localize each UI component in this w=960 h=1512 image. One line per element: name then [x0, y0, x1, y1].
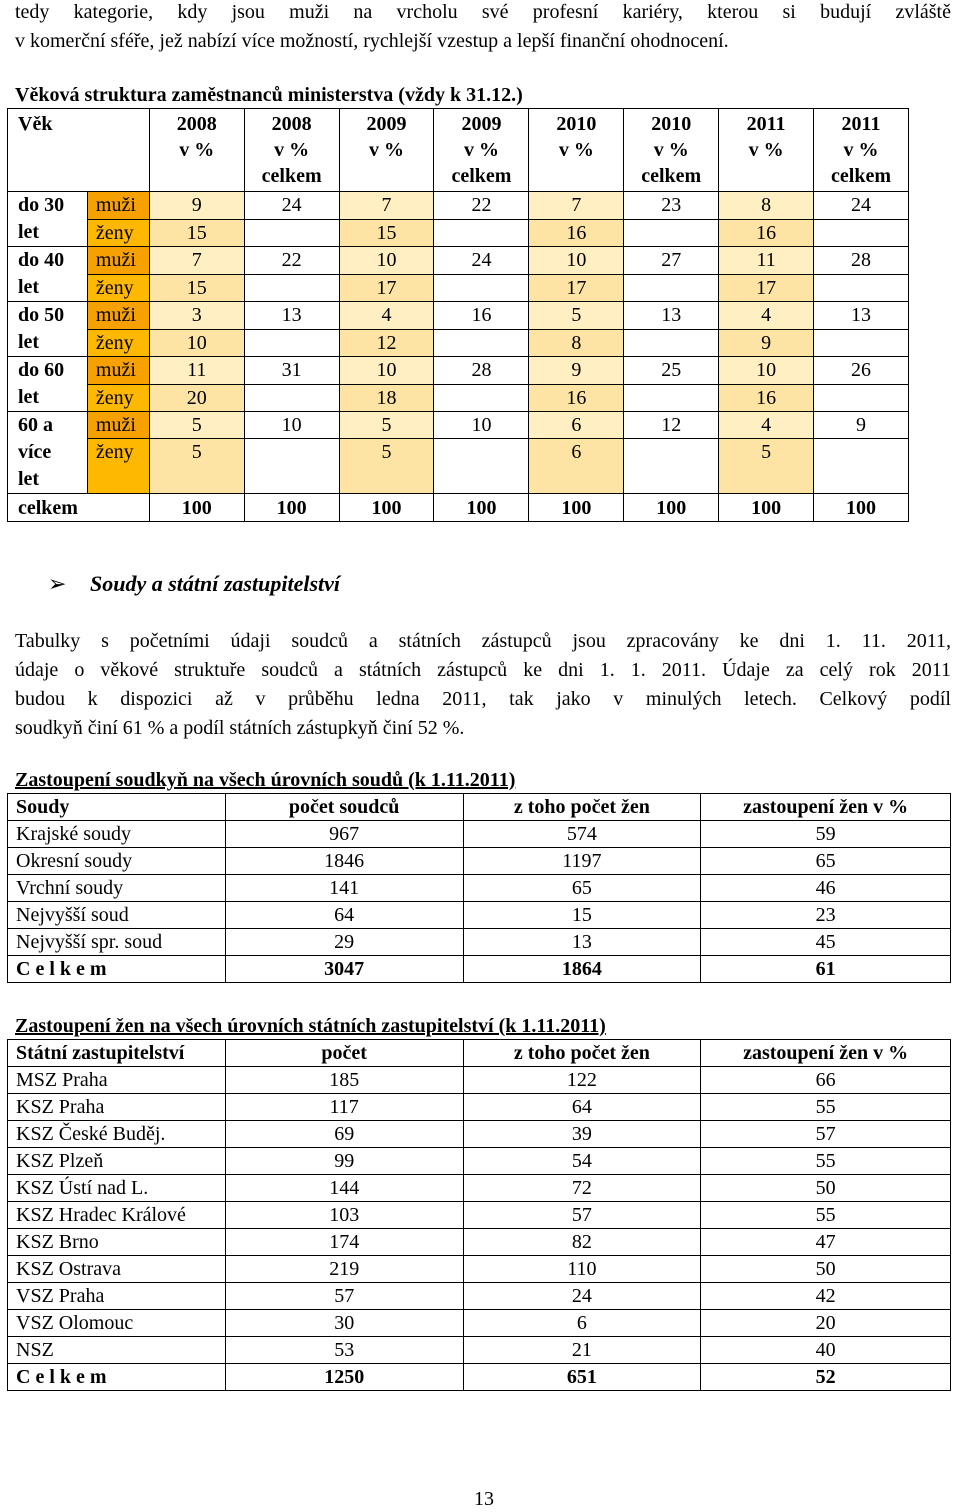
prosecution-header-cell: z toho počet žen — [463, 1040, 701, 1067]
prosecution-cell: 144 — [225, 1175, 463, 1202]
age-group-line: do 30 — [18, 194, 65, 216]
prosecution-row — [8, 1175, 951, 1202]
age-cell-empty — [624, 384, 719, 412]
courts-total-row — [8, 956, 951, 983]
age-cell: 10 — [529, 247, 624, 275]
prosecution-cell: 47 — [701, 1229, 951, 1256]
age-cell: 17 — [529, 274, 624, 302]
age-cell: 10 — [719, 357, 814, 385]
courts-row — [8, 875, 951, 902]
age-group-line: let — [18, 386, 40, 408]
courts-header-cell: z toho počet žen — [463, 794, 701, 821]
age-header-col — [149, 109, 244, 192]
courts-total-cell: 61 — [701, 956, 951, 983]
age-cell: 5 — [339, 412, 434, 439]
prosecution-table-title: Zastoupení žen na všech úrovních státních zastupitelství (k 1.11.2011) — [15, 1015, 606, 1037]
age-cell: 28 — [434, 357, 529, 385]
age-total-cell: 100 — [244, 494, 339, 522]
prosecution-row — [8, 1094, 951, 1121]
age-header-line: 2009 — [461, 113, 502, 135]
courts-cell: 64 — [225, 902, 463, 929]
age-cell: 7 — [339, 192, 434, 220]
prosecution-cell: 50 — [701, 1175, 951, 1202]
age-cell: 13 — [624, 302, 719, 330]
prosecution-header-cell: Státní zastupitelství — [8, 1040, 226, 1067]
age-cell: 16 — [434, 302, 529, 330]
age-header-line: celkem — [831, 165, 891, 187]
courts-cell: Nejvyšší spr. soud — [8, 929, 226, 956]
age-group-line: let — [18, 331, 40, 353]
paragraph-line-4: soudkyň činí 61 % a podíl státních zástupkyň činí 52 %. — [15, 717, 465, 739]
age-group-line: let — [18, 276, 40, 298]
courts-header-cell: Soudy — [8, 794, 226, 821]
age-header-line: v % — [653, 139, 689, 161]
courts-cell: 15 — [463, 902, 701, 929]
age-cell-empty — [434, 274, 529, 302]
courts-cell: 141 — [225, 875, 463, 902]
prosecution-cell: 53 — [225, 1337, 463, 1364]
prosecution-cell: 50 — [701, 1256, 951, 1283]
age-cell-empty — [814, 329, 909, 357]
prosecution-cell: 6 — [463, 1310, 701, 1337]
age-cell: 5 — [529, 302, 624, 330]
age-cell: 15 — [339, 219, 434, 247]
prosecution-cell: KSZ Ústí nad L. — [8, 1175, 226, 1202]
age-header-line: v % — [463, 139, 499, 161]
prosecution-cell: 20 — [701, 1310, 951, 1337]
age-cell: 26 — [814, 357, 909, 385]
courts-cell: 23 — [701, 902, 951, 929]
sex-label-male: muži — [87, 412, 149, 439]
prosecution-cell: KSZ Brno — [8, 1229, 226, 1256]
age-header-col — [434, 109, 529, 192]
courts-cell: 45 — [701, 929, 951, 956]
prosecution-cell: 99 — [225, 1148, 463, 1175]
age-cell: 8 — [529, 329, 624, 357]
age-header-col — [244, 109, 339, 192]
prosecution-cell: 185 — [225, 1067, 463, 1094]
prosecution-cell: 30 — [225, 1310, 463, 1337]
age-total-cell: 100 — [624, 494, 719, 522]
age-cell-empty — [624, 439, 719, 494]
age-header-line: 2009 — [366, 113, 407, 135]
courts-row — [8, 929, 951, 956]
age-cell-empty — [624, 329, 719, 357]
age-cell: 6 — [529, 412, 624, 439]
age-row-female — [8, 219, 909, 247]
prosecution-table — [7, 1039, 951, 1391]
age-header-col — [529, 109, 624, 192]
age-cell-empty — [244, 274, 339, 302]
prosecution-cell: KSZ Ostrava — [8, 1256, 226, 1283]
age-row-male — [8, 302, 909, 330]
prosecution-cell: 57 — [701, 1121, 951, 1148]
age-cell: 24 — [434, 247, 529, 275]
age-header-row — [8, 109, 909, 192]
age-cell: 16 — [529, 219, 624, 247]
prosecution-row — [8, 1229, 951, 1256]
age-group-line: více — [18, 441, 52, 463]
age-cell: 10 — [434, 412, 529, 439]
courts-table — [7, 793, 951, 983]
prosecution-cell: 64 — [463, 1094, 701, 1121]
age-cell-empty — [814, 439, 909, 494]
age-cell: 10 — [244, 412, 339, 439]
age-header-line — [529, 163, 623, 189]
age-row-female — [8, 439, 909, 494]
age-cell: 27 — [624, 247, 719, 275]
courts-table-title: Zastoupení soudkyň na všech úrovních soudů (k 1.11.2011) — [15, 769, 516, 791]
sex-label-female: ženy — [87, 274, 149, 302]
age-cell: 8 — [719, 192, 814, 220]
age-cell: 3 — [149, 302, 244, 330]
paragraph-line-3: budou k dispozici až v průběhu ledna 2011, tak jako v minulých letech. Celkový podíl — [15, 688, 951, 710]
age-header-line — [719, 163, 813, 189]
courts-cell: 574 — [463, 821, 701, 848]
prosecution-total-cell: 651 — [463, 1364, 701, 1391]
age-total-label: celkem — [8, 494, 150, 522]
age-group-label — [8, 247, 88, 302]
age-cell: 9 — [814, 412, 909, 439]
age-header-line — [340, 163, 434, 189]
page-number: 13 — [474, 1488, 494, 1510]
age-cell: 10 — [339, 247, 434, 275]
age-cell: 6 — [529, 439, 624, 494]
paragraph-line-2: údaje o věkové struktuře soudců a státních zástupců ke dni 1. 1. 2011. Údaje za celý rok 2011 — [15, 659, 951, 681]
age-cell: 13 — [814, 302, 909, 330]
age-cell-empty — [624, 219, 719, 247]
sex-label-male: muži — [87, 302, 149, 330]
age-header-line: v % — [843, 139, 879, 161]
age-header-line: celkem — [451, 165, 512, 187]
sex-label-female: ženy — [87, 329, 149, 357]
age-cell: 9 — [529, 357, 624, 385]
prosecution-row — [8, 1121, 951, 1148]
age-row-male — [8, 192, 909, 220]
age-row-male — [8, 412, 909, 439]
age-cell-empty — [244, 439, 339, 494]
age-group-line: 60 a — [18, 414, 53, 436]
prosecution-cell: KSZ Hradec Králové — [8, 1202, 226, 1229]
age-table-title: Věková struktura zaměstnanců ministerstva (vždy k 31.12.) — [15, 84, 523, 106]
section-bullet-icon: ➢ — [48, 571, 67, 596]
courts-header-cell: počet soudců — [225, 794, 463, 821]
age-cell: 17 — [719, 274, 814, 302]
courts-cell: 46 — [701, 875, 951, 902]
prosecution-cell: NSZ — [8, 1337, 226, 1364]
age-group-label — [8, 192, 88, 247]
prosecution-header-cell: zastoupení žen v % — [701, 1040, 951, 1067]
age-group-line: do 60 — [18, 359, 65, 381]
sex-label-male: muži — [87, 192, 149, 220]
courts-cell: 1197 — [463, 848, 701, 875]
prosecution-cell: 55 — [701, 1148, 951, 1175]
prosecution-total-row — [8, 1364, 951, 1391]
age-cell-empty — [814, 274, 909, 302]
age-cell: 10 — [339, 357, 434, 385]
prosecution-cell: 57 — [225, 1283, 463, 1310]
prosecution-row — [8, 1148, 951, 1175]
prosecution-row — [8, 1283, 951, 1310]
sex-label-female: ženy — [87, 439, 149, 494]
courts-header-row — [8, 794, 951, 821]
age-group-line: let — [18, 468, 40, 490]
prosecution-cell: 40 — [701, 1337, 951, 1364]
age-header-line: v % — [179, 139, 215, 161]
prosecution-cell: MSZ Praha — [8, 1067, 226, 1094]
courts-cell: Vrchní soudy — [8, 875, 226, 902]
age-cell-empty — [434, 219, 529, 247]
courts-cell: Okresní soudy — [8, 848, 226, 875]
age-row-female — [8, 274, 909, 302]
prosecution-cell: 69 — [225, 1121, 463, 1148]
prosecution-total-cell: 52 — [701, 1364, 951, 1391]
prosecution-cell: 55 — [701, 1094, 951, 1121]
prosecution-total-cell: C e l k e m — [8, 1364, 226, 1391]
paragraph-line-1: Tabulky s početními údaji soudců a státních zástupců jsou zpracovány ke dni 1. 11. 2011, — [15, 630, 951, 652]
age-cell: 15 — [149, 219, 244, 247]
prosecution-row — [8, 1310, 951, 1337]
age-cell: 31 — [244, 357, 339, 385]
age-cell: 25 — [624, 357, 719, 385]
age-cell: 24 — [244, 192, 339, 220]
prosecution-cell: 24 — [463, 1283, 701, 1310]
age-header-label: Věk — [8, 109, 150, 192]
age-header-col — [719, 109, 814, 192]
age-header-line: celkem — [261, 165, 322, 187]
courts-row — [8, 821, 951, 848]
age-header-line: 2008 — [176, 113, 217, 135]
age-cell: 16 — [529, 384, 624, 412]
age-cell: 5 — [149, 439, 244, 494]
prosecution-row — [8, 1067, 951, 1094]
age-cell: 24 — [814, 192, 909, 220]
courts-header-cell: zastoupení žen v % — [701, 794, 951, 821]
age-cell-empty — [244, 329, 339, 357]
age-cell: 28 — [814, 247, 909, 275]
prosecution-row — [8, 1337, 951, 1364]
age-cell: 18 — [339, 384, 434, 412]
age-cell-empty — [814, 384, 909, 412]
age-cell-empty — [624, 274, 719, 302]
age-total-cell: 100 — [529, 494, 624, 522]
courts-cell: Nejvyšší soud — [8, 902, 226, 929]
prosecution-cell: KSZ Praha — [8, 1094, 226, 1121]
prosecution-cell: VSZ Olomouc — [8, 1310, 226, 1337]
age-group-label — [8, 357, 88, 412]
age-cell: 16 — [719, 219, 814, 247]
courts-cell: Krajské soudy — [8, 821, 226, 848]
courts-cell: 967 — [225, 821, 463, 848]
courts-total-cell: C e l k e m — [8, 956, 226, 983]
prosecution-cell: 55 — [701, 1202, 951, 1229]
age-cell: 7 — [529, 192, 624, 220]
age-cell: 12 — [339, 329, 434, 357]
age-cell: 20 — [149, 384, 244, 412]
age-cell: 16 — [719, 384, 814, 412]
age-header-col — [339, 109, 434, 192]
age-total-cell: 100 — [719, 494, 814, 522]
prosecution-cell: VSZ Praha — [8, 1283, 226, 1310]
age-cell: 4 — [719, 412, 814, 439]
age-cell-empty — [434, 439, 529, 494]
prosecution-header-row — [8, 1040, 951, 1067]
age-cell: 11 — [719, 247, 814, 275]
courts-cell: 59 — [701, 821, 951, 848]
age-cell: 12 — [624, 412, 719, 439]
age-header-line — [150, 163, 244, 189]
age-header-line: 2011 — [746, 113, 786, 135]
age-group-line: do 50 — [18, 304, 65, 326]
prosecution-cell: 122 — [463, 1067, 701, 1094]
prosecution-cell: 54 — [463, 1148, 701, 1175]
age-group-line: let — [18, 221, 40, 243]
age-cell: 4 — [339, 302, 434, 330]
courts-total-cell: 3047 — [225, 956, 463, 983]
age-header-line: v % — [558, 139, 594, 161]
courts-row — [8, 848, 951, 875]
sex-label-male: muži — [87, 357, 149, 385]
age-header-line: 2008 — [271, 113, 312, 135]
age-header-line: 2011 — [841, 113, 881, 135]
age-row-female — [8, 329, 909, 357]
prosecution-cell: 42 — [701, 1283, 951, 1310]
age-cell: 23 — [624, 192, 719, 220]
age-cell: 4 — [719, 302, 814, 330]
prosecution-cell: 72 — [463, 1175, 701, 1202]
age-cell: 10 — [149, 329, 244, 357]
prosecution-cell: KSZ České Buděj. — [8, 1121, 226, 1148]
prosecution-total-cell: 1250 — [225, 1364, 463, 1391]
age-header-line: v % — [748, 139, 784, 161]
age-header-line: 2010 — [651, 113, 692, 135]
courts-total-cell: 1864 — [463, 956, 701, 983]
age-cell-empty — [434, 384, 529, 412]
age-total-cell: 100 — [814, 494, 909, 522]
sex-label-female: ženy — [87, 219, 149, 247]
prosecution-header-cell: počet — [225, 1040, 463, 1067]
courts-cell: 29 — [225, 929, 463, 956]
age-total-cell: 100 — [339, 494, 434, 522]
age-total-row — [8, 494, 909, 522]
age-total-cell: 100 — [149, 494, 244, 522]
age-cell: 5 — [339, 439, 434, 494]
age-cell-empty — [434, 329, 529, 357]
age-group-line: do 40 — [18, 249, 65, 271]
prosecution-cell: 219 — [225, 1256, 463, 1283]
prosecution-cell: 66 — [701, 1067, 951, 1094]
age-cell: 13 — [244, 302, 339, 330]
age-row-female — [8, 384, 909, 412]
age-row-male — [8, 357, 909, 385]
prosecution-cell: 57 — [463, 1202, 701, 1229]
age-cell: 17 — [339, 274, 434, 302]
age-group-label — [8, 412, 88, 494]
age-total-cell: 100 — [434, 494, 529, 522]
age-cell-empty — [814, 219, 909, 247]
age-cell: 15 — [149, 274, 244, 302]
age-cell: 11 — [149, 357, 244, 385]
age-cell-empty — [244, 384, 339, 412]
prosecution-cell: KSZ Plzeň — [8, 1148, 226, 1175]
age-cell: 9 — [149, 192, 244, 220]
intro-line-2: v komerční sféře, jež nabízí více možností, rychlejší vzestup a lepší finanční ohodnocení. — [15, 30, 729, 52]
sex-label-male: muži — [87, 247, 149, 275]
intro-line-1: tedy kategorie, kdy jsou muži na vrcholu své profesní kariéry, kterou si budují zvláště — [15, 1, 951, 23]
age-header-col — [814, 109, 909, 192]
age-cell: 22 — [434, 192, 529, 220]
age-structure-table — [7, 108, 909, 522]
prosecution-cell: 103 — [225, 1202, 463, 1229]
age-header-line: v % — [274, 139, 310, 161]
prosecution-cell: 110 — [463, 1256, 701, 1283]
age-cell: 5 — [719, 439, 814, 494]
age-cell: 5 — [149, 412, 244, 439]
age-cell: 9 — [719, 329, 814, 357]
age-cell-empty — [244, 219, 339, 247]
age-header-line: v % — [369, 139, 405, 161]
prosecution-row — [8, 1256, 951, 1283]
prosecution-cell: 117 — [225, 1094, 463, 1121]
age-cell: 22 — [244, 247, 339, 275]
age-cell: 7 — [149, 247, 244, 275]
age-header-line: 2010 — [556, 113, 597, 135]
age-row-male — [8, 247, 909, 275]
courts-cell: 13 — [463, 929, 701, 956]
age-header-col — [624, 109, 719, 192]
prosecution-cell: 21 — [463, 1337, 701, 1364]
sex-label-female: ženy — [87, 384, 149, 412]
prosecution-row — [8, 1202, 951, 1229]
courts-cell: 65 — [701, 848, 951, 875]
courts-cell: 1846 — [225, 848, 463, 875]
age-header-line: celkem — [641, 165, 702, 187]
prosecution-cell: 174 — [225, 1229, 463, 1256]
prosecution-cell: 39 — [463, 1121, 701, 1148]
courts-row — [8, 902, 951, 929]
courts-cell: 65 — [463, 875, 701, 902]
section-heading: Soudy a státní zastupitelství — [90, 571, 340, 596]
prosecution-cell: 82 — [463, 1229, 701, 1256]
age-group-label — [8, 302, 88, 357]
